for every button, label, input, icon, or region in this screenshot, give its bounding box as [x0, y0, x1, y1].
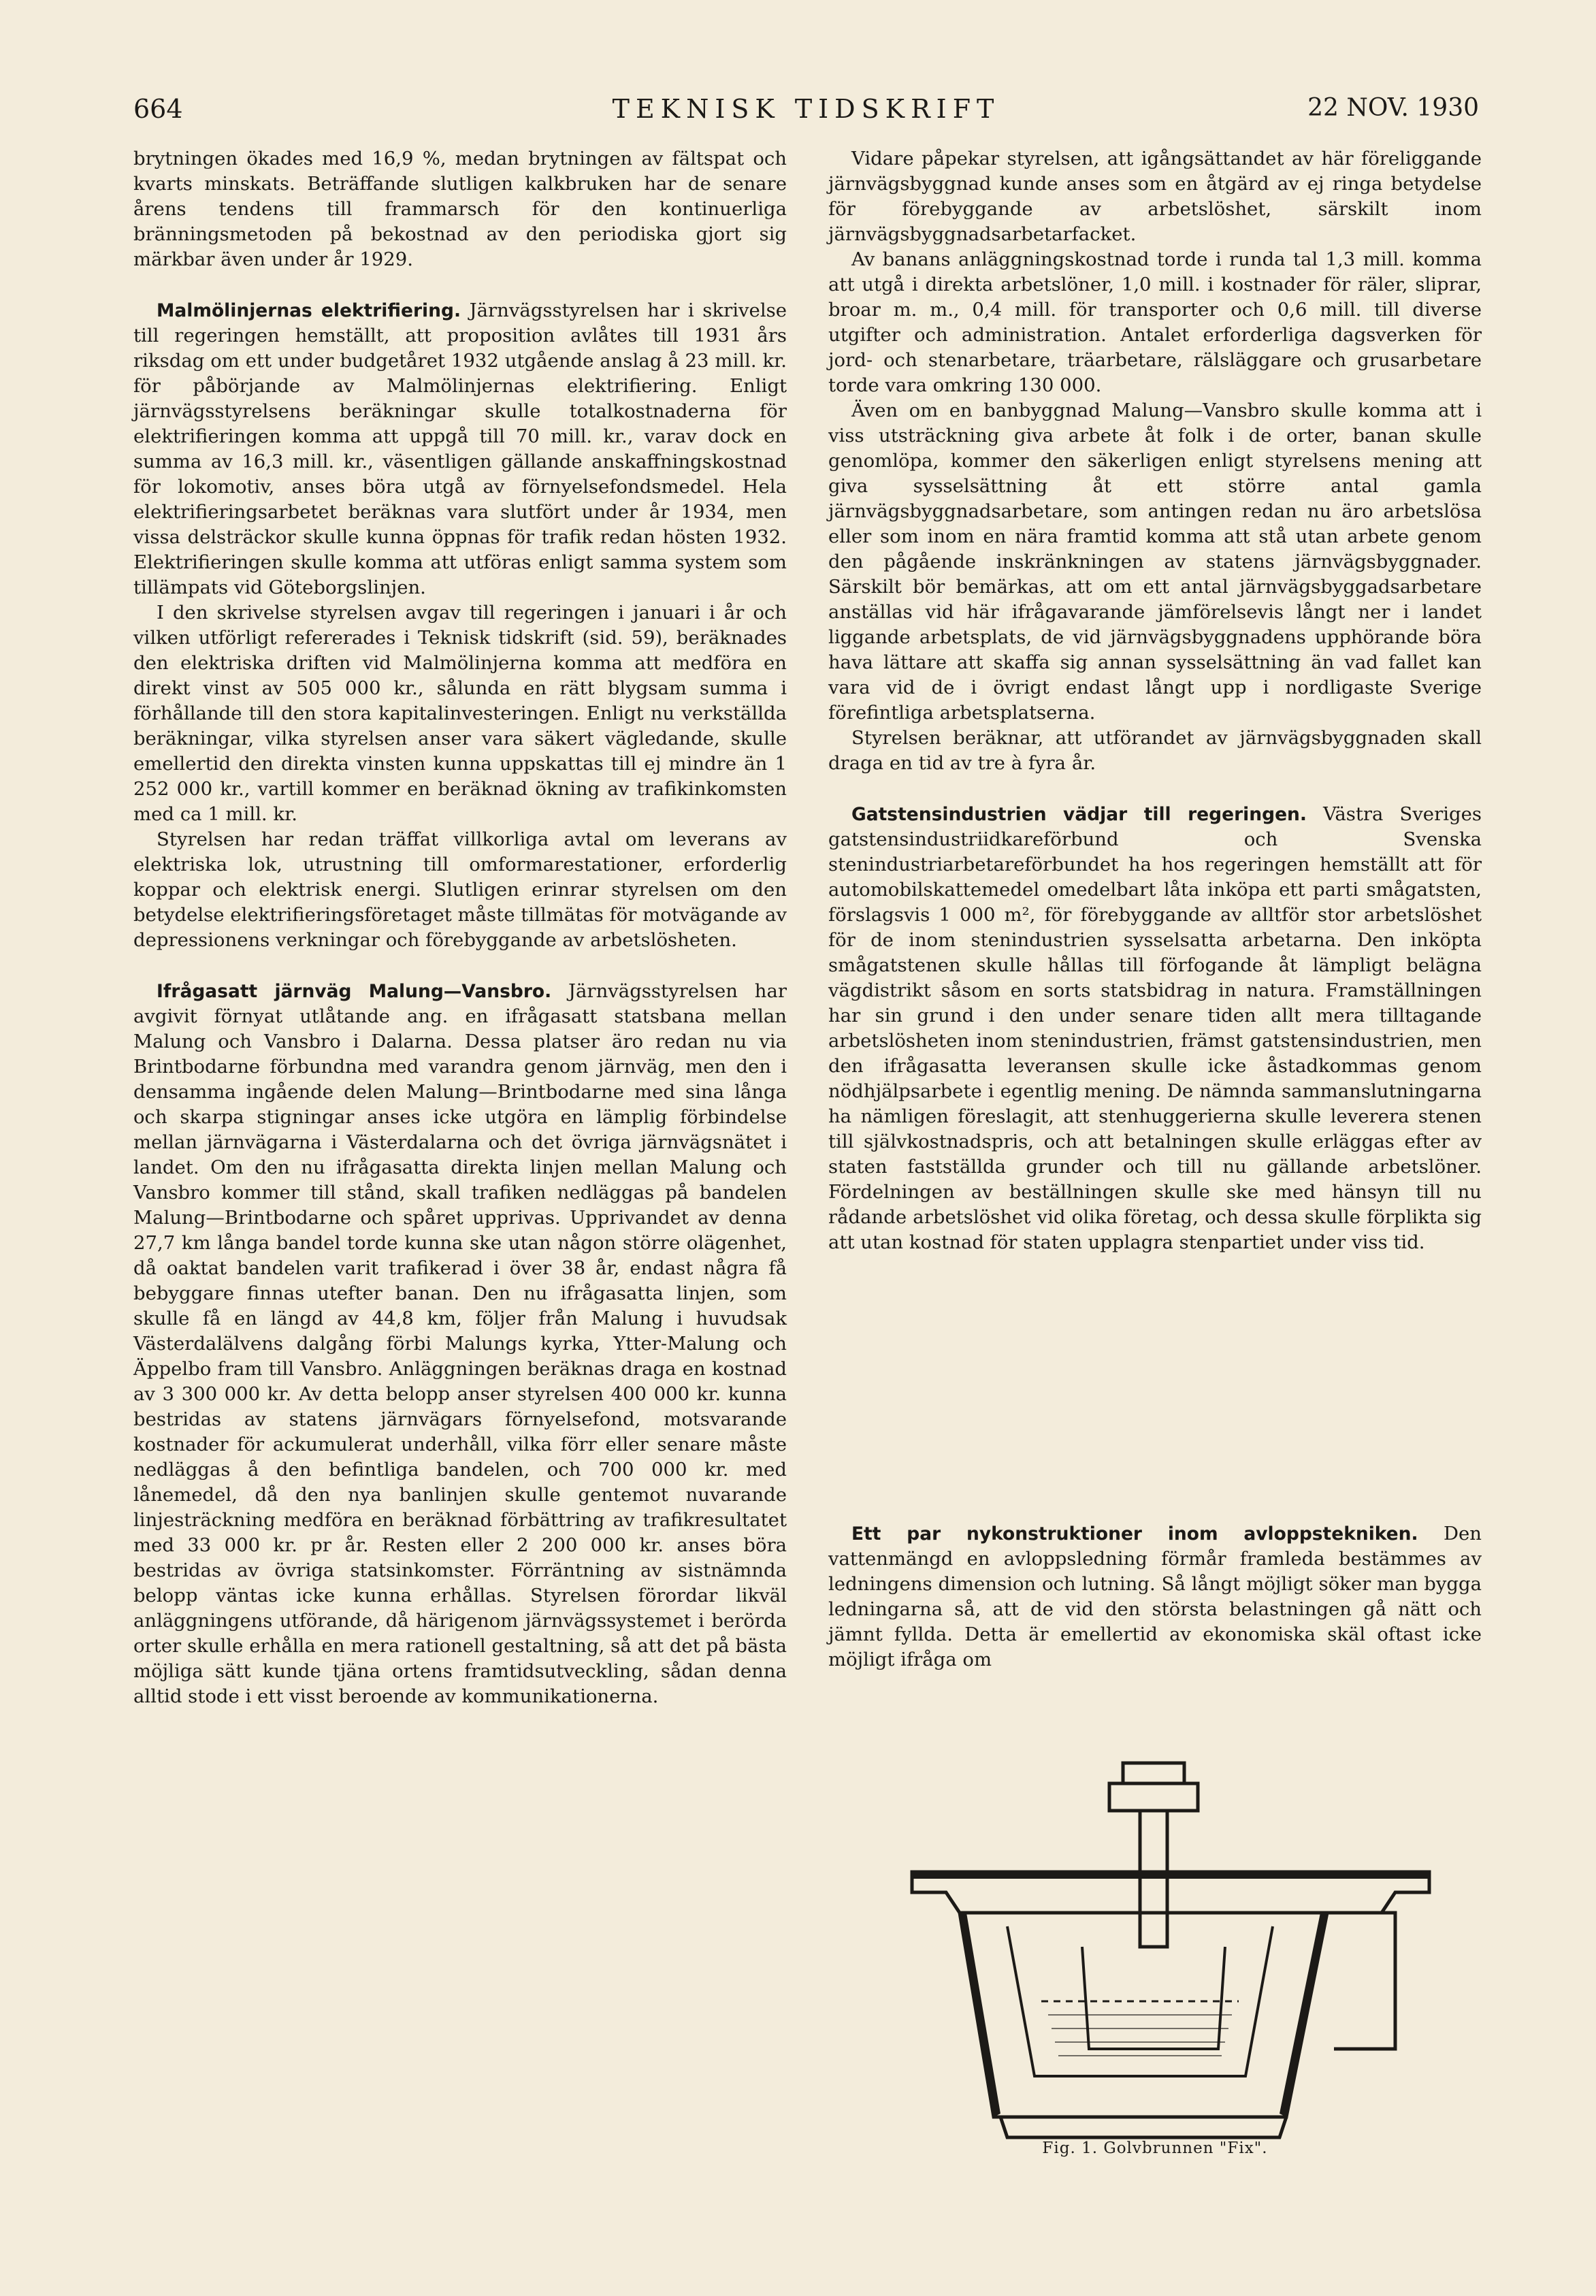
paragraph: I den skrivelse styrelsen avgav till regeringen i januari i år och vilken utförligt refererades i Teknisk tidskrift (sid. 59), beräknades den elektriska driften vid Malmölinjerna komma att medföra en direkt vinst av 505 000 kr., sålunda en rätt blygsam summa i förhållande till den stora kapitalinvesteringen. Enligt nu verkställda beräkningar, vilka styrelsen anser vara säkert vägledande, skulle emellertid den direkta vinsten kunna uppskattas till ej mindre än 1 252 000 kr., vartill kommer en beräknad ökning av trafikinkomsten med ca 1 mill. kr. — [133, 602, 787, 825]
paragraph: Styrelsen beräknar, att utförandet av järnvägsbyggnaden skall draga en tid av tre à fyra år. — [828, 727, 1482, 774]
section-gatsten — [828, 802, 1482, 1255]
right-column-lower — [828, 1521, 1482, 1746]
page-header — [133, 94, 1479, 135]
section-heading: Malmölinjernas elektrifiering. — [157, 300, 461, 321]
paragraph-text: Järnvägsstyrelsen har i skrivelse till regeringen hemställt, att proposition avlåtes till 1931 års riksdag om ett under budgetåret 1932 utgående anslag å 23 mill. kr. för påbörjande av Malmölinjernas elektrifiering. Enligt järnvägsstyrelsens beräkningar skulle totalkostnaderna för elektrifieringen komma att uppgå till 70 mill. kr., varav dock en summa av 16,3 mill. kr., väsentligen gällande anskaffningskostnad för lokomotiv, anses böra utgå av förnyelsefondsmedel. Hela elektrifieringsarbetet beräknas vara slutfört under år 1934, men vissa delsträckor skulle kunna öppnas för trafik redan hösten 1932. Elektrifieringen skulle komma att utföras enligt samma system som tillämpats vid Göteborgslinjen. — [133, 300, 787, 598]
section-heading: Gatstensindustrien vädjar till regeringen. — [851, 804, 1307, 825]
section-heading: Ifrågasatt järnväg Malung—Vansbro. — [157, 981, 552, 1002]
issue-date: 22 NOV. 1930 — [1307, 94, 1479, 122]
journal-title: TEKNISK TIDSKRIFT — [612, 94, 1000, 124]
paragraph: Av banans anläggningskostnad torde i runda tal 1,3 mill. komma att utgå i direkta arbetslöner, 1,0 mill. i kostnader för räler, sliprar, broar m. m., 0,4 mill. för transporter och 0,6 mill. till diverse utgifter och administration. Antalet erforderliga dagsverken för jord- och stenarbetare, träarbetare, rälsläggare och grusarbetare torde vara omkring 130 000. — [828, 248, 1482, 396]
right-column — [828, 146, 1482, 1253]
section-avlopp — [828, 1521, 1482, 1672]
paragraph: Vidare påpekar styrelsen, att igångsättandet av här föreliggande järnvägsbyggnad kunde anses som en åtgärd av ej ringa betydelse för förebyggande av arbetslöshet, särskilt inom järnvägsbyggnadsarbetarfacket. — [828, 148, 1482, 245]
paragraph-text: Den vattenmängd en avloppsledning förmår framleda bestämmes av ledningens dimension och lutning. Så långt möjligt söker man bygga ledningarna så, att de vid den största belastningen gå nätt och jämnt fyllda. Detta är emellertid av ekonomiska skäl oftast icke möjligt ifråga om — [828, 1523, 1482, 1670]
paragraph: Styrelsen har redan träffat villkorliga avtal om leverans av elektriska lok, utrustning till omformarestationer, erforderlig koppar och elektrisk energi. Slutligen erinrar styrelsen om den betydelse elektrifieringsföretaget måste tillmätas för motvägande av depressionens verkningar och förebyggande av arbetslösheten. — [133, 828, 787, 951]
paragraph: Även om en banbyggnad Malung—Vansbro skulle komma att i viss utsträckning giva arbete åt folk i de orter, banan skulle genomlöpa, kommer den säkerligen enligt styrelsens mening att giva sysselsättning åt ett större antal gamla järnvägsbyggnadsarbetare, som antingen redan nu äro arbetslösa eller som inom en nära framtid komma att stå utan arbete genom den pågående inskränkningen av statens järnvägsbyggnader. Särskilt bör bemärkas, att om ett antal järnvägsbyggadsarbetare anställas vid här ifrågavarande jämförelsevis långt ner i landet liggande arbetsplats, de vid järnvägsbyggnadens upphörande böra hava lättare att skaffa sig annan sysselsättning än vad fallet kan vara vid de i övrigt endast långt upp i nordligaste Sverige förefintliga arbetsplatserna. — [828, 400, 1482, 724]
paragraph: brytningen ökades med 16,9 %, medan brytningen av fältspat och kvarts minskats. Beträffande slutligen kalkbruken har de senare årens tendens till frammarsch för den kontinuerliga bränningsmetoden på bekostnad av den periodiska gjort sig märkbar även under år 1929. — [133, 148, 787, 270]
paragraph-text: Västra Sveriges gatstensindustriidkareförbund och Svenska stenindustriarbetareförbundet ha hos regeringen hemställt att för automobilskattemedel omedelbart låta inköpa ett parti smågatsten, förslagsvis 1 000 m², för förebyggande av alltför stor arbetslöshet för de inom stenindustrien sysselsatta arbetarna. Den inköpta smågatstenen skulle hållas till förfogande åt lämpligt belägna vägdistrikt såsom en sorts statsbidrag in natura. Framställningen har sin grund i den under senare tiden allt mera tilltagande arbetslösheten inom stenindustrien, främst gatstensindustrien, men den ifrågasatta leveransen skulle icke åstadkommas genom nödhjälpsarbete i egentlig mening. De nämnda sammanslutningarna ha nämligen föreslagit, att stenhuggerierna skulle leverera stenen till självkostnadspris, och att betalningen skulle erläggas efter av staten fastställda grunder och till nu gällande arbetslöner. Fördelningen av beställningen skulle ske med hänsyn till nu rådande arbetslöshet vid olika företag, och dessa skulle förpliktа sig att utan kostnad för staten upplagra stenpartiet under viss tid. — [828, 803, 1482, 1253]
figure-caption: Fig. 1. Golvbrunnen "Fix". — [1042, 2139, 1268, 2157]
left-column — [133, 146, 787, 2222]
section-malung-vansbro — [133, 979, 787, 1709]
page-number: 664 — [133, 94, 183, 124]
section-malmolinjerna — [133, 298, 787, 600]
floor-drain-illustration — [905, 1756, 1436, 2151]
section-heading: Ett par nykonstruktioner inom avloppstekniken. — [851, 1523, 1418, 1545]
paragraph-text: Järnvägsstyrelsen har avgivit förnyat utlåtande ang. en ifrågasatt statsbana mellan Malung och Vansbro i Dalarna. Dessa platser äro redan nu via Brintbodarne förbundna med varandra genom järnväg, men den i densamma ingående delen Malung—Brintbodarne med sina långa och skarpa stigningar anses icke utgöra en lämplig förbindelse mellan järnvägarna i Västerdalarna och det övriga järnvägsnätet i landet. Om den nu ifrågasatta direkta linjen mellan Malung och Vansbro kommer till stånd, skall trafiken nedläggas på bandelen Malung—Brintbodarne och spåret upprivas. Upprivandet av denna 27,7 km långa bandel torde kunna ske utan någon större olägenhet, då oaktat bandelen varit trafikerad i över 38 år, endast några få bebyggare finnas utefter banan. Den nu ifrågasatta linjen, som skulle få en längd av 44,8 km, följer från Malung i huvudsak Västerdalälvens dalgång förbi Malungs kyrka, Ytter-Malung och Äppelbo fram till Vansbro. Anläggningen beräknas draga en kostnad av 3 300 000 kr. Av detta belopp anser styrelsen 400 000 kr. kunna bestridas av statens järnvägars förnyelsefond, motsvarande kostnader för ackumulerat underhåll, vilka förr eller senare måste nedläggas å den befintliga bandelen, och 700 000 kr. med lånemedel, då den nya banlinjen skulle gentemot nuvarande linjesträckning medföra en beräknad förbättring av trafikresultatet med 33 000 kr. pr år. Resten eller 2 200 000 kr. anses böra bestridas av övriga statsinkomster. Förräntning av sistnämnda belopp väntas icke kunna erhållas. Styrelsen förordar likväl anläggningens utförande, då härigenom järnvägssystemet i berörda orter skulle erhålla en mera rationell gestaltning, så att det på bästa möjliga sätt kunde tjäna ortens framtidsutveckling, sådan denna alltid stode i ett visst beroende av kommunikationerna. — [133, 980, 787, 1707]
